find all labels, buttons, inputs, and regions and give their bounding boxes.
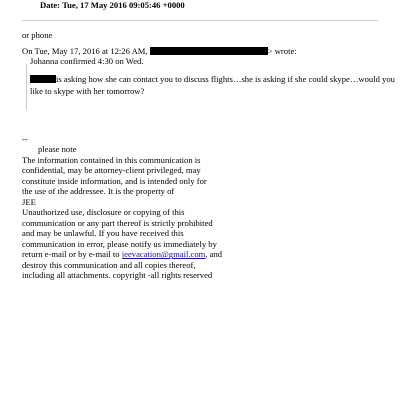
attribution-prefix: On Tue, May 17, 2016 at 12:26 AM, [22, 46, 148, 56]
signature-block [22, 134, 382, 281]
quoted-line-2-text: is asking how she can contact you to discuss flights…she is asking if she could skype…would you [56, 74, 395, 84]
signature-line-0: The information contained in this communication is [22, 154, 201, 165]
signature-line-6: communication or any part thereof is strictly prohibited [22, 217, 213, 228]
signature-email-line [22, 249, 382, 259]
signature-line-after-0: destroy this communication and all copies thereof, [22, 259, 196, 270]
quoted-line-1: Johanna confirmed 4:30 on Wed. [30, 56, 144, 66]
header-divider [22, 20, 378, 21]
signature-line-7: and may be unlawful. If you have received this [22, 228, 184, 239]
email-prefix: return e-mail or by e-mail to [22, 249, 120, 260]
signature-line-after-1: including all attachments. copyright -all rights reserved [22, 270, 213, 281]
signature-line-1: confidential, may be attorney-client privileged, may [22, 165, 201, 176]
signature-line-4: JEE [22, 196, 36, 207]
redaction-box-name [30, 75, 56, 83]
quoted-line-3: like to skype with her tomorrow? [30, 86, 145, 96]
date-header [40, 0, 185, 10]
signature-lines [22, 155, 382, 249]
signature-line-8: communication in error, please notify us immediately by [22, 238, 217, 249]
quote-attribution [22, 46, 297, 56]
signature-line-5: Unauthorized use, disclosure or copying of this [22, 207, 185, 218]
reply-text: or phone [22, 30, 53, 40]
redaction-box-sender [150, 47, 268, 55]
quoted-line-2 [30, 74, 395, 84]
date-value: Tue, 17 May 2016 09:05:46 +0000 [62, 0, 185, 10]
signature-dashes: -- [22, 134, 28, 144]
signature-line-3: the use of the addressee. It is the property of [22, 186, 175, 197]
email-suffix: , and [205, 249, 223, 260]
email-link[interactable]: jeevacation@gmail.com [121, 249, 206, 260]
date-label: Date: [40, 0, 61, 10]
signature-line-2: constitute inside information, and is intended only for [22, 175, 207, 186]
quote-bar [26, 64, 27, 110]
attribution-suffix: > wrote: [267, 46, 297, 56]
please-note: please note [38, 144, 77, 155]
signature-lines-after [22, 260, 382, 281]
